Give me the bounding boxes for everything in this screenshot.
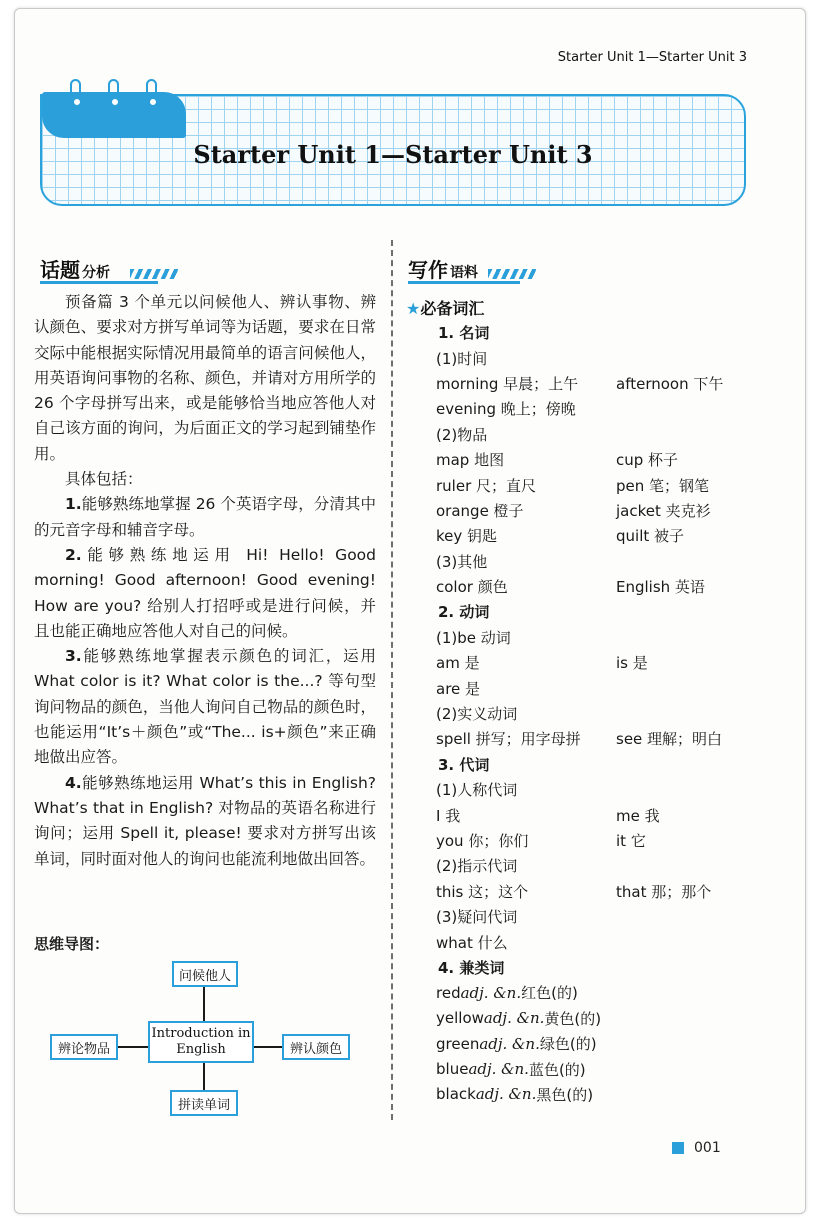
vocab-entry: is 是 <box>616 654 648 673</box>
vocab-list <box>412 320 752 1107</box>
vocab-entry: 4. 兼类词 <box>438 958 505 977</box>
vocab-row <box>412 1031 752 1056</box>
vocab-entry: (1)时间 <box>436 349 488 368</box>
vocab-heading <box>406 296 484 322</box>
vocab-row <box>412 396 752 421</box>
vocab-row <box>412 1006 752 1031</box>
vocab-row <box>412 650 752 675</box>
vocab-entry: see 理解；明白 <box>616 730 723 749</box>
includes-label: 具体包括： <box>65 470 143 489</box>
vocab-row <box>412 726 752 751</box>
vocab-category <box>412 955 752 980</box>
mind-map-node-identify-colors: 辨认颜色 <box>282 1034 350 1060</box>
mind-map-center-node: Introduction in English <box>148 1021 254 1063</box>
vocab-entry: 3. 代词 <box>438 755 490 774</box>
vocab-row <box>412 472 752 497</box>
section-header-writing <box>408 254 520 284</box>
vocab-entry: are 是 <box>436 679 481 698</box>
vocab-entry: that 那；那个 <box>616 882 712 901</box>
vocab-word: black <box>436 1085 476 1104</box>
vocab-row <box>412 675 752 700</box>
section-title: 写作 <box>408 258 448 282</box>
vocab-category <box>412 701 752 726</box>
vocab-entry: evening 晚上；傍晚 <box>436 400 576 419</box>
vocab-entry: pen 笔；钢笔 <box>616 476 710 495</box>
vocab-category <box>412 752 752 777</box>
vocab-row <box>412 929 752 954</box>
stripe-decoration <box>130 269 178 279</box>
vocab-entry: me 我 <box>616 806 660 825</box>
mind-map-node-identify-objects: 辨论物品 <box>50 1034 118 1060</box>
connector-line <box>254 1046 282 1048</box>
vocab-category <box>412 853 752 878</box>
connector-line <box>203 1060 205 1090</box>
section-subtitle: 分析 <box>82 265 110 281</box>
vocab-entry: this 这；这个 <box>436 882 529 901</box>
section-title: 话题 <box>40 258 80 282</box>
vocab-entry: morning 早晨；上午 <box>436 374 579 393</box>
vocab-entry: 2. 动词 <box>438 603 490 622</box>
vocab-entry: (3)疑问代词 <box>436 908 518 927</box>
vocab-category <box>412 320 752 345</box>
vocab-entry: 1. 名词 <box>438 324 490 343</box>
page-title: Starter Unit 1—Starter Unit 3 <box>193 140 593 169</box>
vocab-entry: (3)其他 <box>436 552 488 571</box>
vocab-entry: jacket 夹克衫 <box>616 501 711 520</box>
running-header: Starter Unit 1—Starter Unit 3 <box>557 50 747 65</box>
vocab-category <box>412 345 752 370</box>
part-of-speech: adj. &n. <box>468 1060 529 1079</box>
list-item: 4.能够熟练地运用 What’s this in English? What’s that in English? 对物品的英语名称进行询问；运用 Spell it, please! 要求对方拼写出该单词，同时面对他人的询问也能流利地做出回答。 <box>34 773 376 868</box>
intro-paragraph: 预备篇 3 个单元以问候他人、辨认事物、辨认颜色、要求对方拼写单词等为话题，要求在日常交际中能根据实际情况用最简单的语言问候他人，用英语询问事物的名称、颜色，并请对方用所学的 26 个字母拼写出来，或是能够恰当地应答他人对自己该方面的询问，为后面正文的学习起到铺垫作用。 <box>34 293 376 463</box>
binder-ring-icon <box>108 79 119 103</box>
binder-ring-icon <box>146 79 157 103</box>
section-subtitle: 语料 <box>450 265 478 281</box>
section-header-topic <box>40 254 158 284</box>
vocab-entry: I 我 <box>436 806 461 825</box>
binder-ring-icon <box>70 79 81 103</box>
vocab-title: 必备词汇 <box>420 299 485 318</box>
list-item: 2.能够熟练地运用 Hi! Hello! Good morning! Good afternoon! Good evening! How are you? 给别人打招呼或是进行问候，并且也能正确地应答他人对自己的问候。 <box>34 545 376 640</box>
square-icon <box>672 1142 684 1154</box>
connector-line <box>203 985 205 1021</box>
part-of-speech: adj. &n. <box>483 1009 545 1028</box>
vocab-entry: (1)人称代词 <box>436 781 518 800</box>
topic-analysis-text <box>34 290 376 872</box>
vocab-category <box>412 777 752 802</box>
vocab-row <box>412 447 752 472</box>
vocab-entry: (2)实义动词 <box>436 705 518 724</box>
vocab-row <box>412 498 752 523</box>
vocab-entry: orange 橙子 <box>436 501 524 520</box>
vocab-word: yellow <box>436 1009 484 1028</box>
vocab-row <box>412 879 752 904</box>
vocab-row <box>412 371 752 396</box>
adj-rows <box>412 980 752 1107</box>
vocab-meaning: 红色(的) <box>521 984 578 1003</box>
mind-map-title: 思维导图： <box>34 935 110 953</box>
list-item: 1.能够熟练地掌握 26 个英语字母，分清其中的元音字母和辅音字母。 <box>34 495 376 539</box>
vocab-entry: ruler 尺；直尺 <box>436 476 537 495</box>
vocab-entry: cup 杯子 <box>616 451 679 470</box>
part-of-speech: adj. &n. <box>460 983 522 1002</box>
vocab-word: blue <box>436 1060 469 1079</box>
vocab-rows <box>412 320 752 980</box>
vocab-row <box>412 802 752 827</box>
vocab-row <box>412 574 752 599</box>
vocab-meaning: 黑色(的) <box>536 1085 594 1104</box>
vocab-meaning: 黄色(的) <box>544 1009 602 1028</box>
vocab-row <box>412 1056 752 1081</box>
vocab-meaning: 绿色(的) <box>539 1035 597 1054</box>
vocab-entry: spell 拼写；用字母拼 <box>436 730 581 749</box>
vocab-row <box>412 1082 752 1107</box>
vocab-meaning: 蓝色(的) <box>528 1060 586 1079</box>
list-item: 3.能够熟练地掌握表示颜色的词汇，运用 What color is it? What color is the...? 等句型询问物品的颜色，当他人询问自己物品的颜色时，也能运用“It’s＋颜色”或“The... is+颜色”来正确地做出应答。 <box>34 647 376 767</box>
vocab-entry: what 什么 <box>436 933 508 952</box>
vocab-category <box>412 599 752 624</box>
vocab-word: green <box>436 1034 480 1053</box>
vocab-entry: map 地图 <box>436 451 505 470</box>
vocab-category <box>412 549 752 574</box>
vocab-entry: key 钥匙 <box>436 527 498 546</box>
vocab-category <box>412 422 752 447</box>
part-of-speech: adj. &n. <box>479 1034 540 1053</box>
vocab-category <box>412 904 752 929</box>
vocab-entry: am 是 <box>436 654 480 673</box>
vocab-entry: (1)be 动词 <box>436 628 511 647</box>
column-divider <box>391 240 393 1120</box>
vocab-row <box>412 828 752 853</box>
vocab-category <box>412 625 752 650</box>
part-of-speech: adj. &n. <box>475 1085 537 1104</box>
vocab-word: red <box>436 983 461 1002</box>
vocab-entry: (2)指示代词 <box>436 857 518 876</box>
stripe-decoration <box>488 269 536 279</box>
vocab-entry: it 它 <box>616 832 646 850</box>
vocab-entry: afternoon 下午 <box>616 374 724 393</box>
vocab-row <box>412 523 752 548</box>
vocab-row <box>412 980 752 1005</box>
mind-map-node-spelling: 拼读单词 <box>170 1090 238 1116</box>
vocab-entry: quilt 被子 <box>616 527 685 546</box>
vocab-entry: color 颜色 <box>436 578 508 597</box>
vocab-entry: you 你；你们 <box>436 832 529 850</box>
vocab-entry: English 英语 <box>616 578 705 597</box>
star-icon: ★ <box>406 299 421 318</box>
mind-map-node-greeting: 问候他人 <box>172 961 238 987</box>
page-number: 001 <box>672 1140 721 1156</box>
connector-line <box>118 1046 148 1048</box>
vocab-entry: (2)物品 <box>436 425 488 444</box>
